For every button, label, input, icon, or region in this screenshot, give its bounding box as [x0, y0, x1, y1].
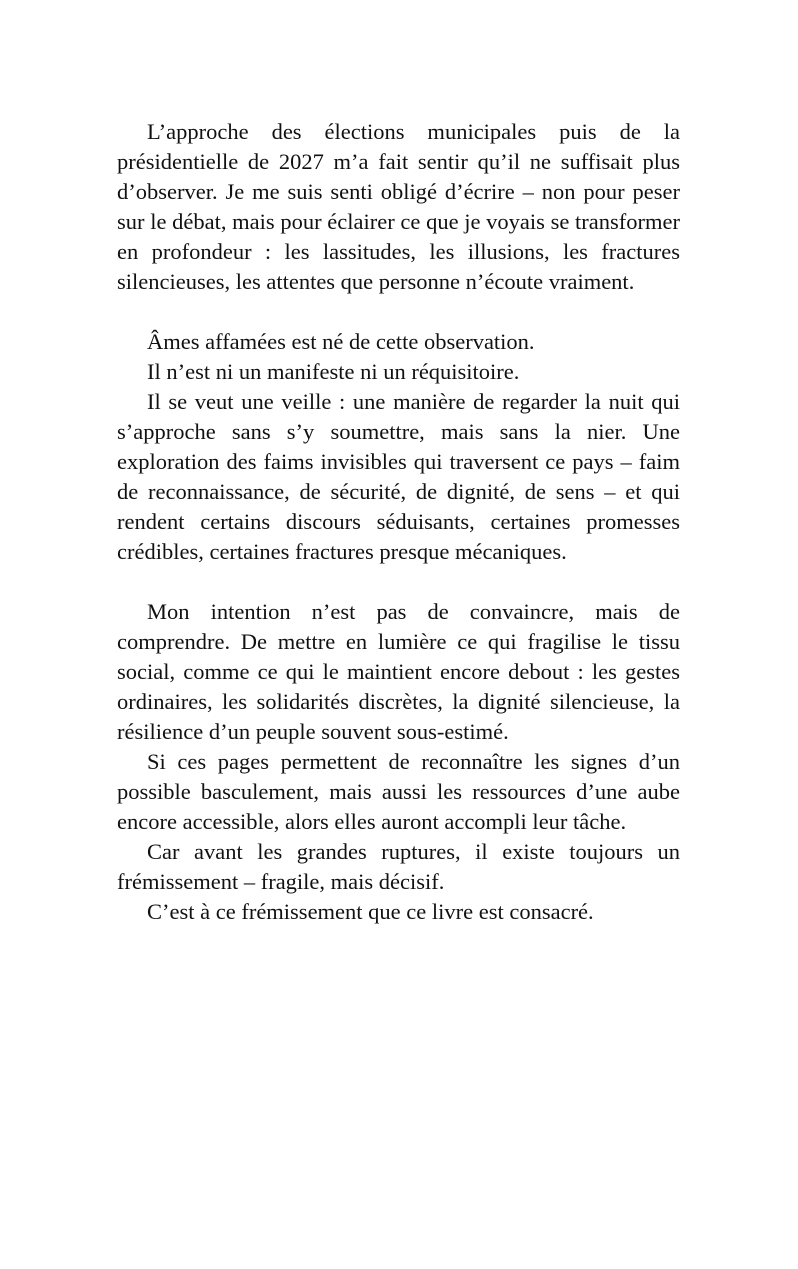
paragraph-5: Mon intention n’est pas de convaincre, mais de comprendre. De mettre en lumière ce qui fragilise le tissu social, comme ce qui le maintient encore debout : les gestes ordinaires, les solidarités discrètes, la dignité silencieuse, la résilience d’un peuple souvent sous-estimé. [117, 599, 680, 744]
paragraph-1: L’approche des élections municipales puis de la présidentielle de 2027 m’a fait sentir qu’il ne suffisait plus d’observer. Je me suis senti obligé d’écrire – non pour peser sur le débat, mais pour éclairer ce que je voyais se transformer en profondeur : les lassitudes, les illusions, les fractures silencieuses, les attentes que personne n’écoute vraiment. [117, 119, 680, 294]
section-break [117, 567, 680, 597]
body-text [117, 117, 680, 927]
paragraph-8: C’est à ce frémissement que ce livre est consacré. [147, 899, 594, 924]
paragraph-7: Car avant les grandes ruptures, il existe toujours un frémissement – fragile, mais décisif. [117, 839, 680, 894]
paragraph-4: Il se veut une veille : une manière de regarder la nuit qui s’approche sans s’y soumettre, mais sans la nier. Une exploration des faims invisibles qui traversent ce pays – faim de reconnaissance, de sécurité, de dignité, de sens – et qui rendent certains discours séduisants, certaines promesses crédibles, certaines fractures presque mécaniques. [117, 389, 680, 564]
paragraph-2: Âmes affamées est né de cette observation. [147, 329, 535, 354]
section-break [117, 297, 680, 327]
paragraph-6: Si ces pages permettent de reconnaître les signes d’un possible basculement, mais aussi les ressources d’une aube encore accessible, alors elles auront accompli leur tâche. [117, 749, 680, 834]
paragraph-3: Il n’est ni un manifeste ni un réquisitoire. [147, 359, 520, 384]
